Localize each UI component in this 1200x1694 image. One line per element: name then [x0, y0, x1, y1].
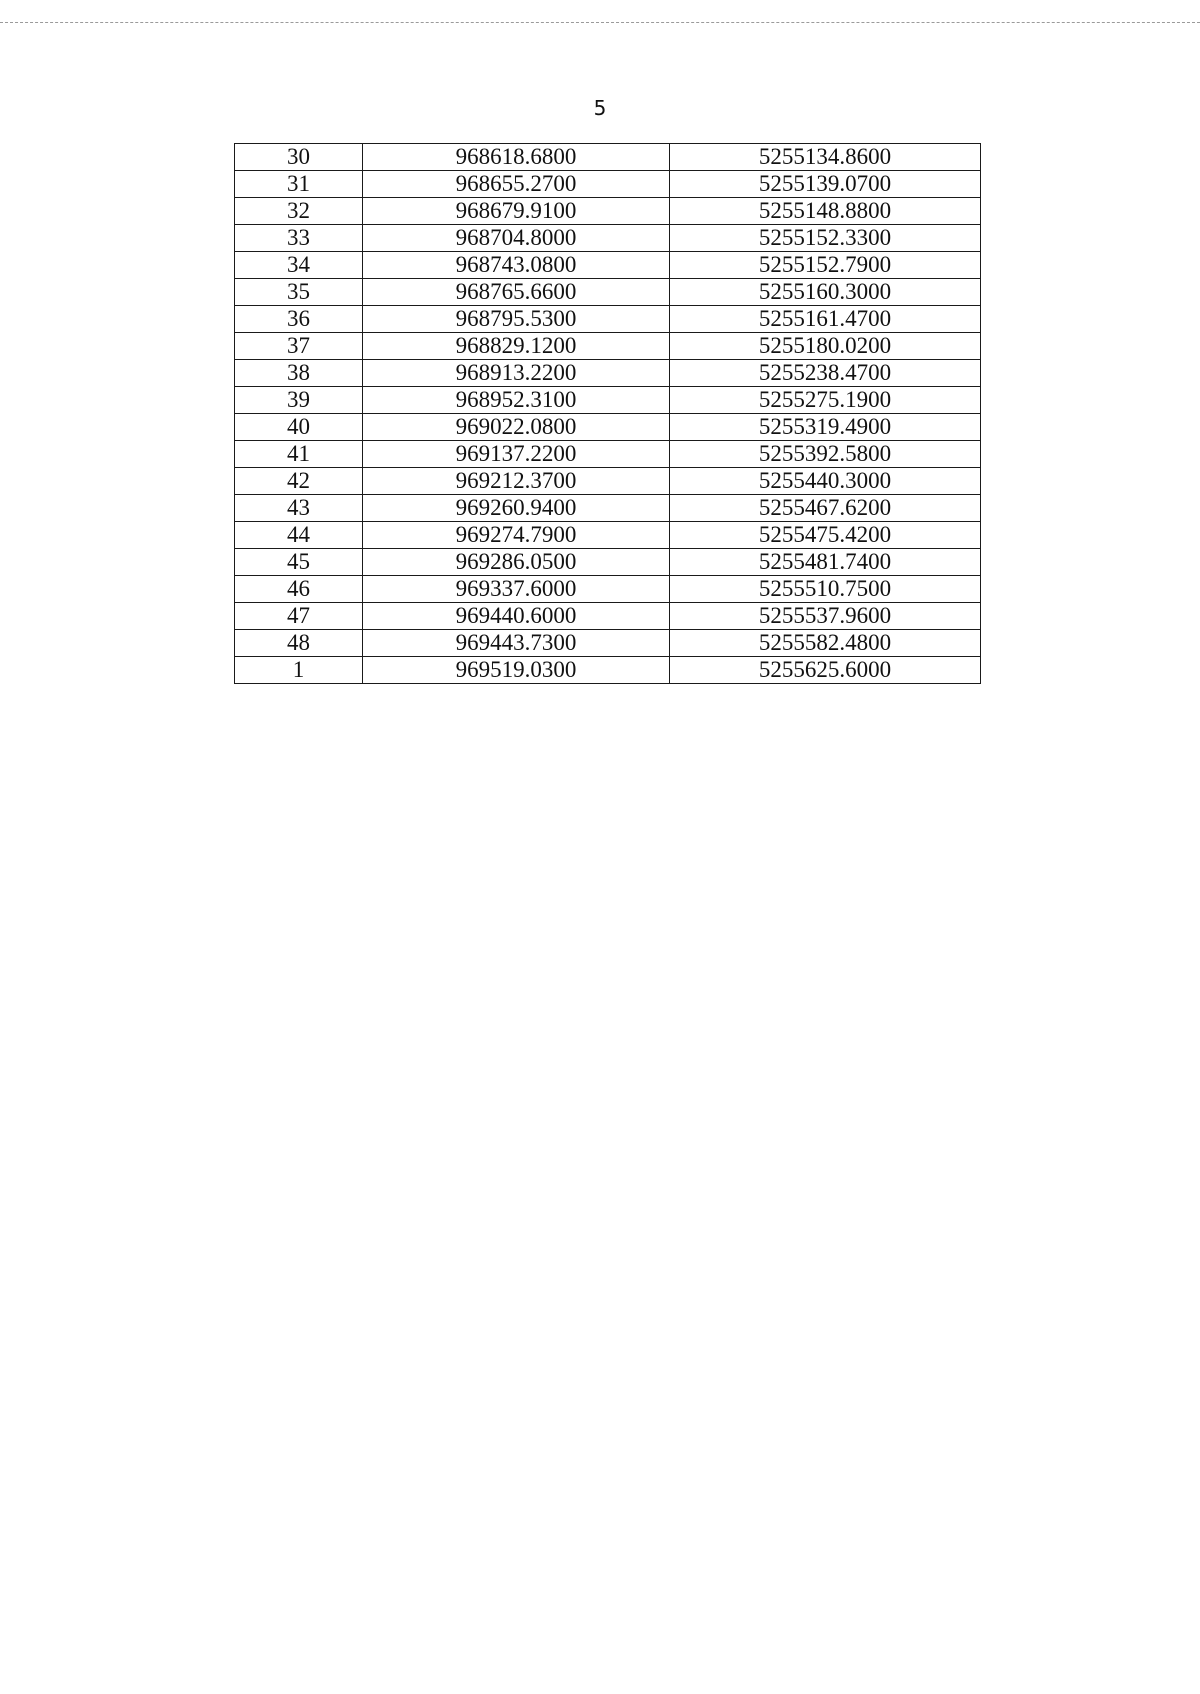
scan-edge-line — [0, 22, 1200, 25]
point-number-cell: 37 — [235, 333, 363, 360]
point-number-cell: 34 — [235, 252, 363, 279]
y-coordinate-cell: 5255510.7500 — [670, 576, 981, 603]
x-coordinate-cell: 968913.2200 — [363, 360, 670, 387]
y-coordinate-cell: 5255148.8800 — [670, 198, 981, 225]
table-row — [235, 279, 981, 306]
y-coordinate-cell: 5255134.8600 — [670, 144, 981, 171]
page-number: 5 — [593, 96, 607, 120]
y-coordinate-cell: 5255440.3000 — [670, 468, 981, 495]
coordinates-table — [234, 143, 981, 684]
point-number-cell: 45 — [235, 549, 363, 576]
x-coordinate-cell: 968704.8000 — [363, 225, 670, 252]
table-row — [235, 306, 981, 333]
point-number-cell: 44 — [235, 522, 363, 549]
y-coordinate-cell: 5255161.4700 — [670, 306, 981, 333]
table-row — [235, 360, 981, 387]
y-coordinate-cell: 5255319.4900 — [670, 414, 981, 441]
x-coordinate-cell: 969337.6000 — [363, 576, 670, 603]
y-coordinate-cell: 5255481.7400 — [670, 549, 981, 576]
point-number-cell: 31 — [235, 171, 363, 198]
x-coordinate-cell: 969274.7900 — [363, 522, 670, 549]
x-coordinate-cell: 969022.0800 — [363, 414, 670, 441]
table-row — [235, 333, 981, 360]
coordinates-table-body — [235, 144, 981, 684]
y-coordinate-cell: 5255275.1900 — [670, 387, 981, 414]
table-row — [235, 630, 981, 657]
x-coordinate-cell: 969440.6000 — [363, 603, 670, 630]
x-coordinate-cell: 968679.9100 — [363, 198, 670, 225]
table-row — [235, 603, 981, 630]
x-coordinate-cell: 969260.9400 — [363, 495, 670, 522]
point-number-cell: 43 — [235, 495, 363, 522]
point-number-cell: 42 — [235, 468, 363, 495]
table-row — [235, 387, 981, 414]
table-row — [235, 657, 981, 684]
point-number-cell: 39 — [235, 387, 363, 414]
y-coordinate-cell: 5255582.4800 — [670, 630, 981, 657]
x-coordinate-cell: 968743.0800 — [363, 252, 670, 279]
table-row — [235, 522, 981, 549]
y-coordinate-cell: 5255238.4700 — [670, 360, 981, 387]
table-row — [235, 225, 981, 252]
y-coordinate-cell: 5255180.0200 — [670, 333, 981, 360]
table-row — [235, 414, 981, 441]
y-coordinate-cell: 5255152.7900 — [670, 252, 981, 279]
x-coordinate-cell: 968618.6800 — [363, 144, 670, 171]
x-coordinate-cell: 969137.2200 — [363, 441, 670, 468]
y-coordinate-cell: 5255139.0700 — [670, 171, 981, 198]
x-coordinate-cell: 969286.0500 — [363, 549, 670, 576]
point-number-cell: 33 — [235, 225, 363, 252]
table-row — [235, 441, 981, 468]
x-coordinate-cell: 968795.5300 — [363, 306, 670, 333]
point-number-cell: 48 — [235, 630, 363, 657]
table-row — [235, 198, 981, 225]
table-row — [235, 171, 981, 198]
table-row — [235, 252, 981, 279]
point-number-cell: 40 — [235, 414, 363, 441]
x-coordinate-cell: 968655.2700 — [363, 171, 670, 198]
table-row — [235, 549, 981, 576]
y-coordinate-cell: 5255160.3000 — [670, 279, 981, 306]
point-number-cell: 46 — [235, 576, 363, 603]
point-number-cell: 30 — [235, 144, 363, 171]
table-row — [235, 468, 981, 495]
y-coordinate-cell: 5255475.4200 — [670, 522, 981, 549]
point-number-cell: 1 — [235, 657, 363, 684]
y-coordinate-cell: 5255467.6200 — [670, 495, 981, 522]
x-coordinate-cell: 968952.3100 — [363, 387, 670, 414]
point-number-cell: 36 — [235, 306, 363, 333]
y-coordinate-cell: 5255537.9600 — [670, 603, 981, 630]
table-row — [235, 576, 981, 603]
x-coordinate-cell: 968765.6600 — [363, 279, 670, 306]
x-coordinate-cell: 969519.0300 — [363, 657, 670, 684]
point-number-cell: 47 — [235, 603, 363, 630]
table-row — [235, 144, 981, 171]
point-number-cell: 35 — [235, 279, 363, 306]
table-row — [235, 495, 981, 522]
y-coordinate-cell: 5255625.6000 — [670, 657, 981, 684]
x-coordinate-cell: 968829.1200 — [363, 333, 670, 360]
point-number-cell: 32 — [235, 198, 363, 225]
point-number-cell: 38 — [235, 360, 363, 387]
x-coordinate-cell: 969212.3700 — [363, 468, 670, 495]
point-number-cell: 41 — [235, 441, 363, 468]
y-coordinate-cell: 5255392.5800 — [670, 441, 981, 468]
y-coordinate-cell: 5255152.3300 — [670, 225, 981, 252]
x-coordinate-cell: 969443.7300 — [363, 630, 670, 657]
